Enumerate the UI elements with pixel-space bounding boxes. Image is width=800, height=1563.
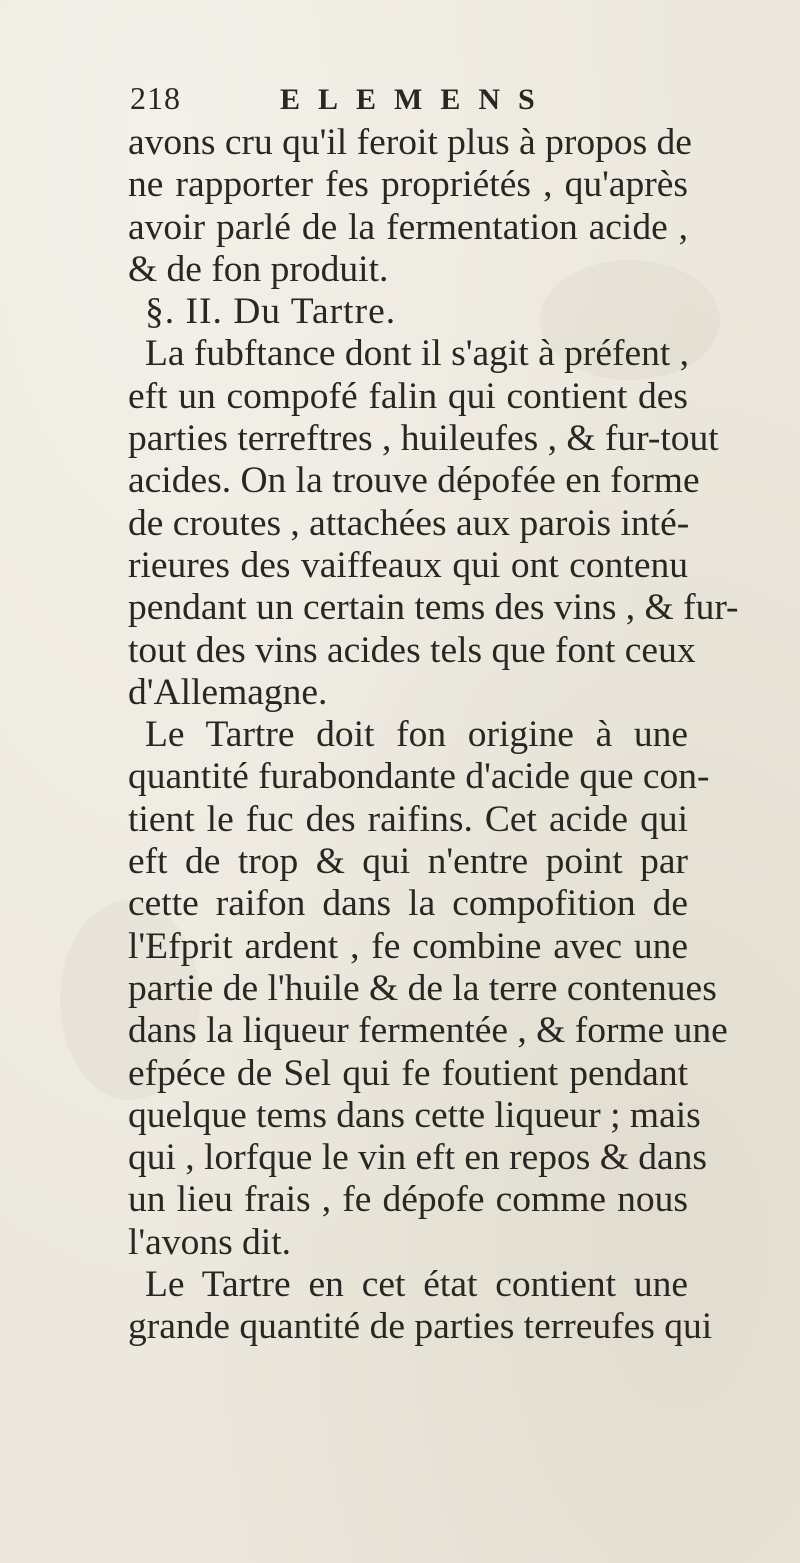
text-line: de croutes , attachées aux parois inté- [128, 502, 690, 544]
text-line: dans la liqueur fermentée , & forme une [128, 1010, 728, 1052]
text-line: tout des vins acides tels que font ceux [128, 629, 696, 671]
text-line: pendant un certain tems des vins , & fur- [128, 587, 739, 629]
text-line: quelque tems dans cette liqueur ; mais [128, 1094, 701, 1136]
text-line: efpéce de Sel qui fe foutient pendant [128, 1052, 688, 1094]
text-line: eft un compofé falin qui contient des [128, 375, 688, 417]
text-line: partie de l'huile & de la terre contenues [128, 967, 717, 1009]
text-line: ne rapporter fes propriétés , qu'après [128, 164, 688, 206]
text-line: l'avons dit. [128, 1221, 292, 1263]
text-line: cette raifon dans la compofition de [128, 883, 688, 925]
text-line: rieures des vaiffeaux qui ont contenu [128, 544, 688, 586]
page-header [130, 80, 650, 124]
text-line: & de fon produit. [128, 248, 389, 290]
text-line: Le Tartre doit fon origine à une [145, 714, 688, 756]
text-line: tient le fuc des raifins. Cet acide qui [128, 798, 688, 840]
text-line: eft de trop & qui n'entre point par [128, 841, 688, 883]
running-head: ELEMENS [280, 83, 553, 116]
text-line: grande quantité de parties terreufes qui [128, 1306, 713, 1348]
text-line: d'Allemagne. [128, 671, 328, 713]
text-line: parties terreftres , huileufes , & fur-tout [128, 418, 719, 460]
text-line: avons cru qu'il feroit plus à propos de [128, 122, 692, 163]
text-line: quantité furabondante d'acide que con- [128, 756, 710, 798]
text-line: qui , lorfque le vin eft en repos & dans [128, 1137, 708, 1179]
text-line: acides. On la trouve dépofée en forme [128, 460, 700, 502]
text-line: un lieu frais , fe dépofe comme nous [128, 1179, 688, 1221]
body-text [128, 122, 739, 1349]
page-number: 218 [130, 80, 181, 116]
text-line: Le Tartre en cet état contient une [145, 1264, 688, 1306]
section-heading: §. II. Du Tartre. [145, 291, 397, 333]
text-line: La fubftance dont il s'agit à préfent , [145, 333, 690, 375]
text-line: avoir parlé de la fermentation acide , [128, 206, 688, 248]
text-line: l'Efprit ardent , fe combine avec une [128, 925, 688, 967]
